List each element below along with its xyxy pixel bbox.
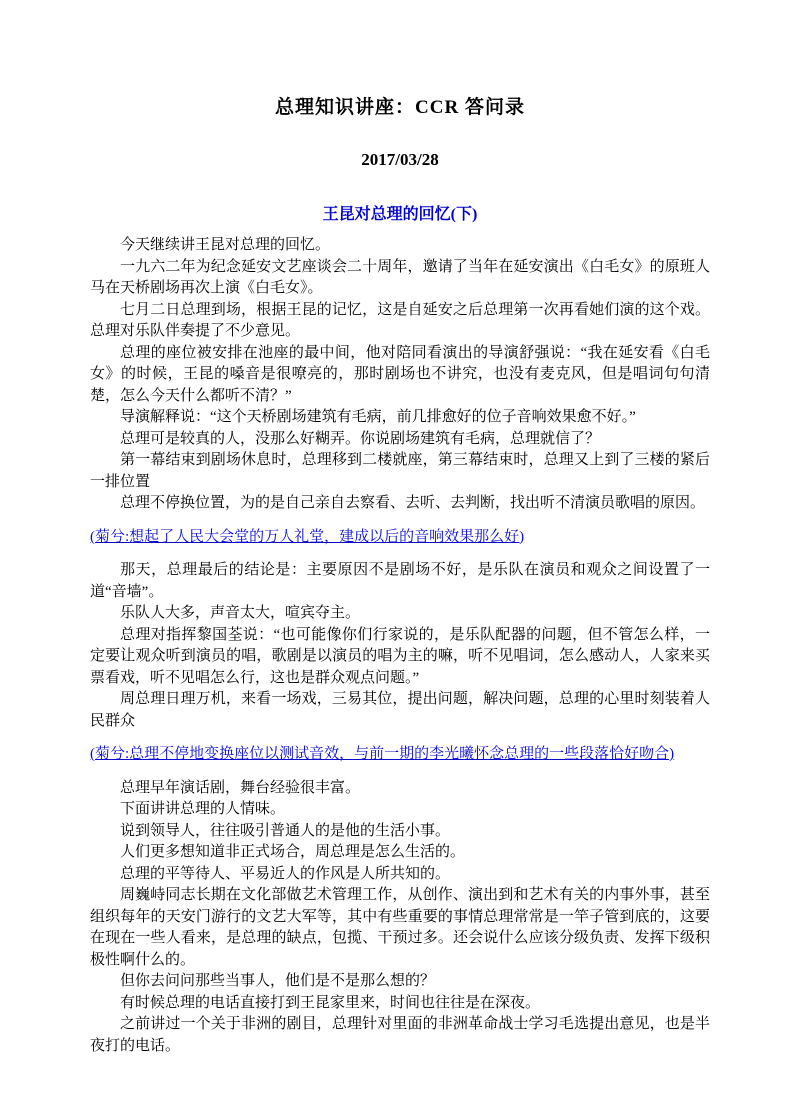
body-paragraph: 今天继续讲王昆对总理的回忆。	[120, 237, 331, 253]
document-body	[90, 235, 710, 1057]
body-paragraph: 总理早年演话剧，舞台经验很丰富。	[120, 779, 361, 796]
body-paragraph: 第一幕结束到剧场休息时，总理移到二楼就座，第三幕结束时，总理又上到了三楼的紧后一排位置	[90, 452, 710, 490]
body-paragraph: 七月二日总理到场，根据王昆的记忆，这是自延安之后总理第一次再看她们演的这个戏。总理对乐队伴奏提了不少意见。	[90, 301, 710, 339]
section-heading: 王昆对总理的回忆(下)	[322, 206, 478, 223]
body-paragraph: 总理的平等待人、平易近人的作风是人所共知的。	[120, 865, 451, 882]
body-paragraph: 导演解释说：“这个天桥剧场建筑有毛病，前几排愈好的位子音响效果愈不好。”	[120, 409, 636, 425]
reader-annotation: (菊兮:总理不停地变换座位以测试音效，与前一期的李光曦怀念总理的一些段落恰好吻合)	[90, 746, 675, 762]
reader-annotation: (菊兮:想起了人民大会堂的万人礼堂，建成以后的音响效果那么好)	[90, 528, 525, 545]
body-paragraph: 周总理日理万机，来看一场戏，三易其位，提出问题，解决问题，总理的心里时刻装着人民群众	[90, 691, 710, 729]
body-paragraph: 说到领导人，往往吸引普通人的是他的生活小事。	[120, 822, 451, 839]
body-paragraph: 总理对指挥黎国荃说：“也可能像你们行家说的，是乐队配器的问题，但不管怎么样，一定要让观众听到演员的唱，歌剧是以演员的唱为主的嘛，听不见唱词，怎么感动人，人家来买票看戏，听不见唱怎么行，这也是群众观点问题。”	[90, 626, 710, 686]
body-paragraph: 一九六二年为纪念延安文艺座谈会二十周年，邀请了当年在延安演出《白毛女》的原班人马在天桥剧场再次上演《白毛女》。	[90, 258, 710, 296]
body-paragraph: 之前讲过一个关于非洲的剧目，总理针对里面的非洲革命战士学习毛选提出意见，也是半夜打的电话。	[90, 1016, 710, 1054]
body-paragraph: 下面讲讲总理的人情味。	[120, 801, 286, 817]
body-paragraph: 有时候总理的电话直接打到王昆家里来，时间也往往是在深夜。	[120, 994, 541, 1011]
body-paragraph: 人们更多想知道非正式场合，周总理是怎么生活的。	[120, 844, 466, 860]
body-paragraph: 总理不停换位置，为的是自己亲自去察看、去听、去判断，找出听不清演员歌唱的原因。	[120, 495, 706, 511]
body-paragraph: 那天，总理最后的结论是：主要原因不是剧场不好，是乐队在演员和观众之间设置了一道“音墙”。	[90, 562, 710, 600]
body-paragraph: 乐队人大多，声音太大，喧宾夺主。	[120, 605, 361, 621]
body-paragraph: 但你去问问那些当事人，他们是不是那么想的？	[120, 973, 436, 989]
body-paragraph: 总理可是较真的人，没那么好糊弄。你说剧场建筑有毛病，总理就信了？	[120, 430, 601, 447]
document-date: 2017/03/28	[361, 150, 439, 169]
body-paragraph: 总理的座位被安排在池座的最中间，他对陪同看演出的导演舒强说：“我在延安看《白毛女》的时候，王昆的嗓音是很嘹亮的，那时剧场也不讲究，也没有麦克风，但是唱词句句清楚，怎么今天什么都听不清？”	[90, 344, 710, 404]
body-paragraph: 周巍峙同志长期在文化部做艺术管理工作，从创作、演出到和艺术有关的内事外事，甚至组织每年的天安门游行的文艺大军等，其中有些重要的事情总理常常是一竿子管到底的，这要在现在一些人看来，是总理的缺点，包揽、干预过多。还会说什么应该分级负责、发挥下级积极性啊什么的。	[90, 887, 710, 968]
document-title: 总理知识讲座：CCR 答问录	[275, 97, 525, 118]
